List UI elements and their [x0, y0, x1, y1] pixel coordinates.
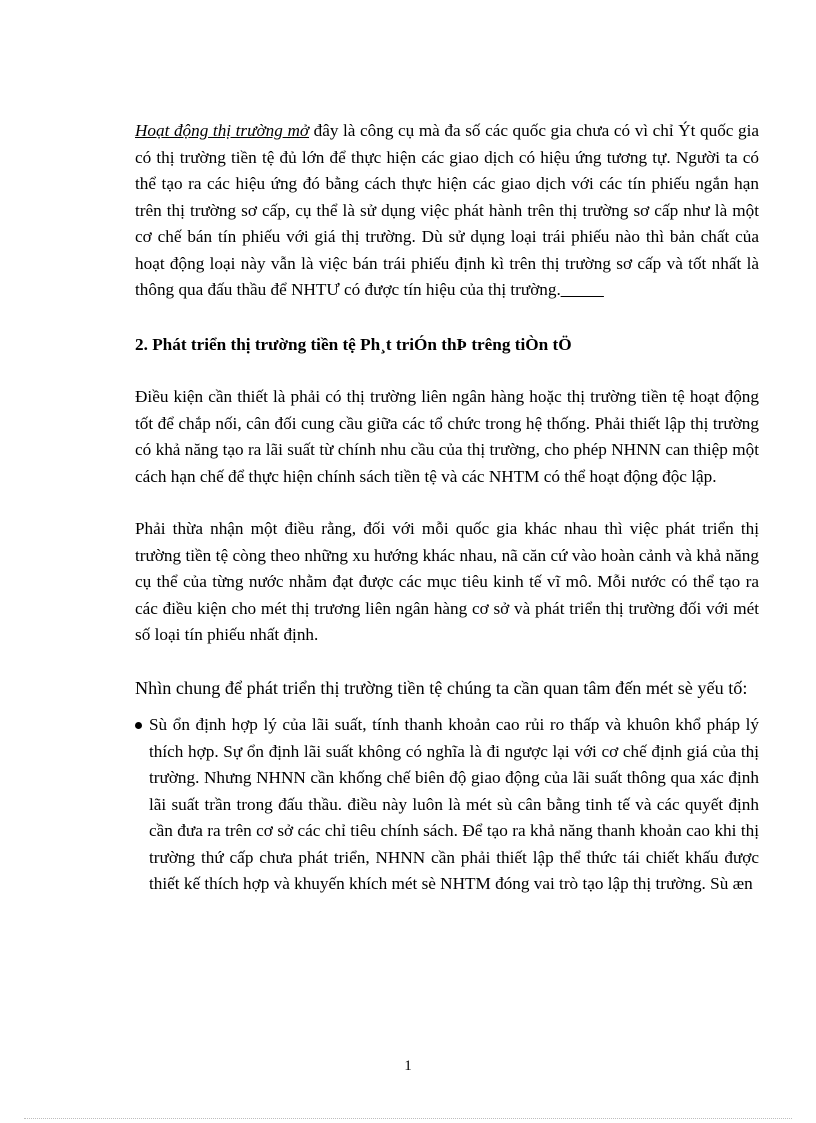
page-bottom-divider: [24, 1118, 792, 1119]
list-item-text: Sù ổn định hợp lý của lãi suất, tính thanh khoản cao rủi ro thấp và khuôn khổ pháp lý thích hợp. Sự ổn định lãi suất không có nghĩa là đi ngược lại với cơ chế định giá của thị trường. Nhưng NHNN cần khống chế biên độ giao động của lãi suất thông qua xác định lãi suất trần trong đấu thầu. điều này luôn là mét sù cân bằng tinh tế và các quyết định cần đưa ra trên cơ sở các chỉ tiêu chính sách. Để tạo ra khả năng thanh khoản cao khi thị trường thứ cấp chưa phát triển, NHNN cần phải thiết lập thể thức tái chiết khấu được thiết kế thích hợp và khuyến khích mét sè NHTM đóng vai trò tạo lập thị trường. Sù æn: [149, 715, 759, 893]
paragraph-conditions: Điều kiện cần thiết là phải có thị trường liên ngân hàng hoặc thị trường tiền tệ hoạt động tốt để chắp nối, cân đối cung cầu giữa các tổ chức trong hệ thống. Phải thiết lập thị trường có khả năng tạo ra lãi suất từ chính nhu cầu của thị trường, cho phép NHNN can thiệp một cách hạn chế để thực hiện chính sách tiền tệ và các NHTM có thể hoạt động độc lập.: [135, 387, 759, 486]
document-body: [135, 118, 759, 898]
list-item: [135, 712, 759, 898]
paragraph-acknowledgement: Phải thừa nhận một điều rằng, đối với mỗi quốc gia khác nhau thì việc phát triển thị trường tiền tệ còng theo những xu hướng khác nhau, nã căn cứ vào hoàn cảnh và khả năng cụ thể của từng nước nhằm đạt được các mục tiêu kinh tế vĩ mô. Mỗi nước có thể tạo ra các điều kiện cho mét thị trương liên ngân hàng cơ sở và phát triển thị trường đối với mét số loại tín phiếu nhất định.: [135, 519, 759, 644]
open-market-text: đây là công cụ mà đa số các quốc gia chưa có vì chỉ Ýt quốc gia có thị trường tiền tệ đủ lớn để thực hiện các giao dịch có hiệu ứng tương tự. Người ta có thể tạo ra các hiệu ứng đó bằng cách thực hiện các giao dịch với các tín phiếu ngắn hạn trên thị trường sơ cấp, cụ thể là sử dụng việc phát hành trên thị trường sơ cấp như là một cơ chế bán tín phiếu với giá thị trường. Dù sử dụng loại trái phiếu nào thì bản chất của hoạt động loại này vẫn là việc bán trái phiếu định kì trên thị trường sơ cấp và tốt nhất là thông qua đấu thầu để NHTƯ có được tín hiệu của thị trường.: [135, 121, 759, 299]
page-number: 1: [404, 1058, 412, 1074]
paragraph-open-market: [135, 118, 759, 304]
bullet-icon: [135, 722, 142, 729]
section-heading: 2. Phát triển thị trường tiền tệ Ph¸t triÓn thÞ trêng tiÒn tÖ: [135, 334, 572, 354]
paragraph-factors-intro: Nhìn chung để phát triển thị trường tiền tệ chúng ta cần quan tâm đến mét sè yếu tố:: [135, 677, 748, 698]
blank-underline: _____: [560, 280, 604, 299]
open-market-term: Hoạt động thị trường mở: [135, 121, 310, 140]
factors-list: [135, 712, 759, 898]
